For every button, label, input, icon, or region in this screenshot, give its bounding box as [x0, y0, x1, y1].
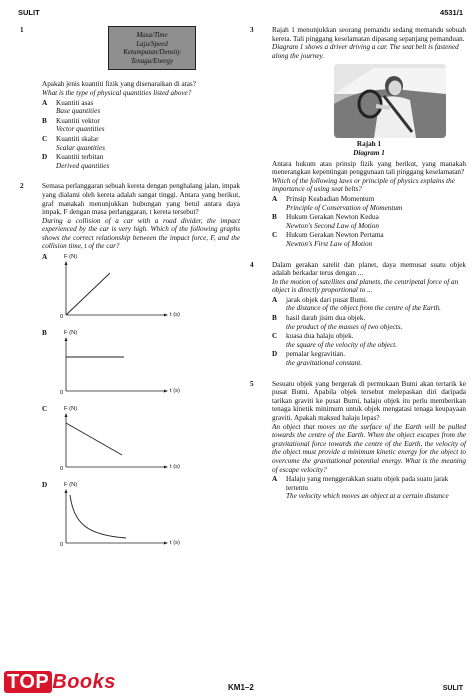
logo-books: Books: [52, 671, 116, 693]
graph-option-b[interactable]: [42, 329, 240, 399]
option-en: The velocity which moves an object at a certain distance: [286, 492, 449, 501]
stem-ms: Rajah 1 menunjukkan seorang pemandu sedang memandu sebuah kereta. Tali pinggang keselamatan dipasang sepanjang pemanduan.: [272, 26, 466, 43]
option-d[interactable]: [272, 350, 466, 367]
option-letter: D: [42, 153, 48, 162]
option-letter: A: [272, 295, 278, 304]
option-c[interactable]: [272, 332, 466, 349]
topbooks-logo: [4, 671, 116, 694]
graph-option-c[interactable]: [42, 405, 240, 475]
option-en: Newton's First Law of Motion: [286, 239, 373, 248]
quantity-box: [108, 26, 196, 70]
stem-ms: Sesuatu objek yang bergerak di permukaan Bumi akan tertarik ke pusat Bumi. Apabila objek tersebut melepaskan diri daripada tarikan graviti ke pusat Bumi, halaju objek itu perlu memberikan tenaga kinetik minimum untuk objek mengatasi tenaga keupayaan graviti. Apakah maksud halaju lepas?: [272, 379, 466, 422]
option-b[interactable]: [42, 117, 240, 134]
question-3: [248, 26, 466, 249]
box-line: Tenaga/Energy: [130, 56, 174, 65]
option-letter: C: [42, 134, 48, 143]
option-en: Newton's Second Law of Motion: [286, 221, 379, 230]
option-letter: D: [272, 350, 278, 359]
option-en: the square of the velocity of the object.: [286, 340, 398, 349]
option-ms: Halaju yang menggerakkan suatu objek pada suatu jarak tertentu: [286, 475, 449, 492]
x-axis-label: t (s): [170, 388, 180, 395]
option-en: Base quantities: [56, 107, 101, 116]
footer-sulit: SULIT: [442, 685, 463, 692]
graph-letter: D: [42, 481, 48, 490]
y-axis-label: F (N): [64, 406, 78, 413]
question-number: 4: [250, 260, 254, 269]
stem-ms: Dalam gerakan satelit dan planet, daya memusat suatu objek adalah berkadar terus dengan ...: [272, 260, 466, 278]
option-en: the product of the masses of two objects.: [286, 322, 403, 331]
origin-label: 0: [60, 466, 64, 473]
option-c[interactable]: [42, 135, 240, 152]
right-column: [248, 26, 466, 501]
option-ms: jarak objek dari pusat Bumi.: [286, 295, 368, 304]
graph-b-plot: [42, 329, 182, 399]
box-line: Ketumpatan/Density: [123, 48, 181, 57]
x-axis-label: t (s): [170, 464, 180, 471]
stem-en: In the motion of satellites and planets, the centripetal force of an object is directly proportional to ...: [272, 277, 459, 295]
option-letter: B: [272, 314, 277, 323]
diagram-caption-ms: Rajah 1: [356, 140, 382, 149]
option-ms: Prinsip Keabadian Momentum: [286, 194, 375, 203]
graph-letter: C: [42, 405, 48, 414]
graph-a-plot: [42, 253, 182, 323]
graph-option-d[interactable]: [42, 481, 240, 551]
option-d[interactable]: [42, 153, 240, 170]
question-number: 1: [20, 26, 24, 34]
option-ms: hasil darab jisim dua objek.: [286, 314, 366, 323]
header-paper-code: 4531/1: [440, 8, 463, 17]
driver-seatbelt-illustration: [334, 64, 446, 138]
diagram-caption-en: Diagram 1: [353, 148, 385, 157]
graph-d-plot: [42, 481, 182, 551]
option-ms: kuasa dua halaju objek.: [286, 332, 354, 341]
option-letter: C: [272, 332, 278, 341]
graph-c-plot: [42, 405, 182, 475]
option-en: the distance of the object from the centre of the Earth.: [286, 304, 441, 313]
origin-label: 0: [60, 314, 64, 321]
page-number: KM1–2: [228, 683, 254, 692]
header-sulit: SULIT: [18, 8, 40, 17]
option-ms: Kuantiti asas: [56, 98, 94, 107]
origin-label: 0: [60, 390, 64, 397]
option-en: Principle of Conservation of Momentum: [286, 203, 403, 212]
question-number: 3: [250, 26, 254, 34]
box-line: Masa/Time: [136, 31, 168, 39]
option-letter: A: [42, 98, 48, 107]
stem-ms: Semasa perlanggaran sebuah kereta dengan penghalang jalan, impak yang dialami oleh kereta adalah sangat tinggi. Antara yang berikut, graf manakah menunjukkan hubungan yang betul antara daya impak, F dengan masa perlanggaran, t kereta tersebut?: [42, 182, 240, 217]
page-footer: [0, 670, 475, 700]
option-a[interactable]: [272, 475, 466, 501]
stem-en: During a collision of a car with a road divider, the impact experienced by the car is very high. Which of the following graphs shows the correct relationship between the impact force, F, and the collision time, t of the car?: [42, 216, 240, 251]
option-letter: C: [272, 231, 278, 240]
question-2: [18, 182, 240, 551]
option-letter: A: [272, 475, 278, 484]
stem-en: Diagram 1 shows a driver driving a car. The seat belt is fastened along the journey.: [272, 43, 459, 60]
box-line: Laju/Speed: [136, 39, 168, 48]
graph-option-a[interactable]: [42, 253, 240, 323]
option-en: Scalar quantities: [56, 143, 105, 152]
stem-en: An object that moves on the surface of the Earth will be pulled towards the centre of the Earth. When the object escapes from the gravitational force towards the centre of the Earth, the velocity of the object must provide a minimum kinetic energy for the object to overcome the gravitational potential energy. What is the meaning of escape velocity?: [272, 422, 466, 474]
y-axis-label: F (N): [64, 330, 78, 337]
option-a[interactable]: [272, 195, 466, 212]
y-axis-label: F (N): [64, 482, 78, 489]
x-axis-label: t (s): [170, 540, 180, 547]
question-5: [248, 380, 466, 501]
option-letter: B: [272, 213, 277, 222]
origin-label: 0: [60, 542, 64, 549]
option-b[interactable]: [272, 314, 466, 331]
y-axis-label: F (N): [64, 254, 78, 261]
option-ms: Kuantiti terbitan: [56, 153, 104, 162]
option-a[interactable]: [272, 296, 466, 313]
option-c[interactable]: [272, 231, 466, 248]
question-number: 2: [20, 182, 24, 191]
option-b[interactable]: [272, 213, 466, 230]
option-ms: pemalar kegravitian.: [286, 350, 346, 359]
question-number: 5: [250, 379, 254, 388]
option-ms: Hukum Gerakan Newton Pertama: [286, 231, 384, 240]
option-a[interactable]: [42, 99, 240, 116]
stem-en: What is the type of physical quantities listed above?: [42, 88, 192, 97]
question-4: [248, 261, 466, 368]
option-en: Vector quantities: [56, 125, 105, 134]
graph-letter: B: [42, 329, 47, 338]
x-axis-label: t (s): [170, 312, 180, 319]
question-en: Which of the following laws or principle of physics explains the importance of using seat belts?: [272, 176, 455, 194]
option-ms: Hukum Gerakan Newton Kedua: [286, 213, 379, 222]
graph-letter: A: [42, 253, 48, 262]
stem-ms: Apakah jenis kuantiti fizik yang disenaraikan di atas?: [42, 80, 196, 89]
logo-top: TOP: [4, 671, 52, 693]
option-en: Derived quantities: [56, 161, 110, 170]
option-en: the gravitational constant.: [286, 359, 363, 368]
option-letter: A: [272, 194, 278, 203]
option-ms: Kuantiti skalar: [56, 134, 99, 143]
option-letter: B: [42, 116, 47, 125]
question-1: [18, 26, 240, 170]
option-ms: Kuantiti vektor: [56, 116, 100, 125]
question-ms: Antara hukum atau prinsip fizik yang berikut, yang manakah menerangkan kepentingan penggunaan tali pinggang keselamatan?: [272, 159, 466, 177]
left-column: [18, 26, 240, 551]
